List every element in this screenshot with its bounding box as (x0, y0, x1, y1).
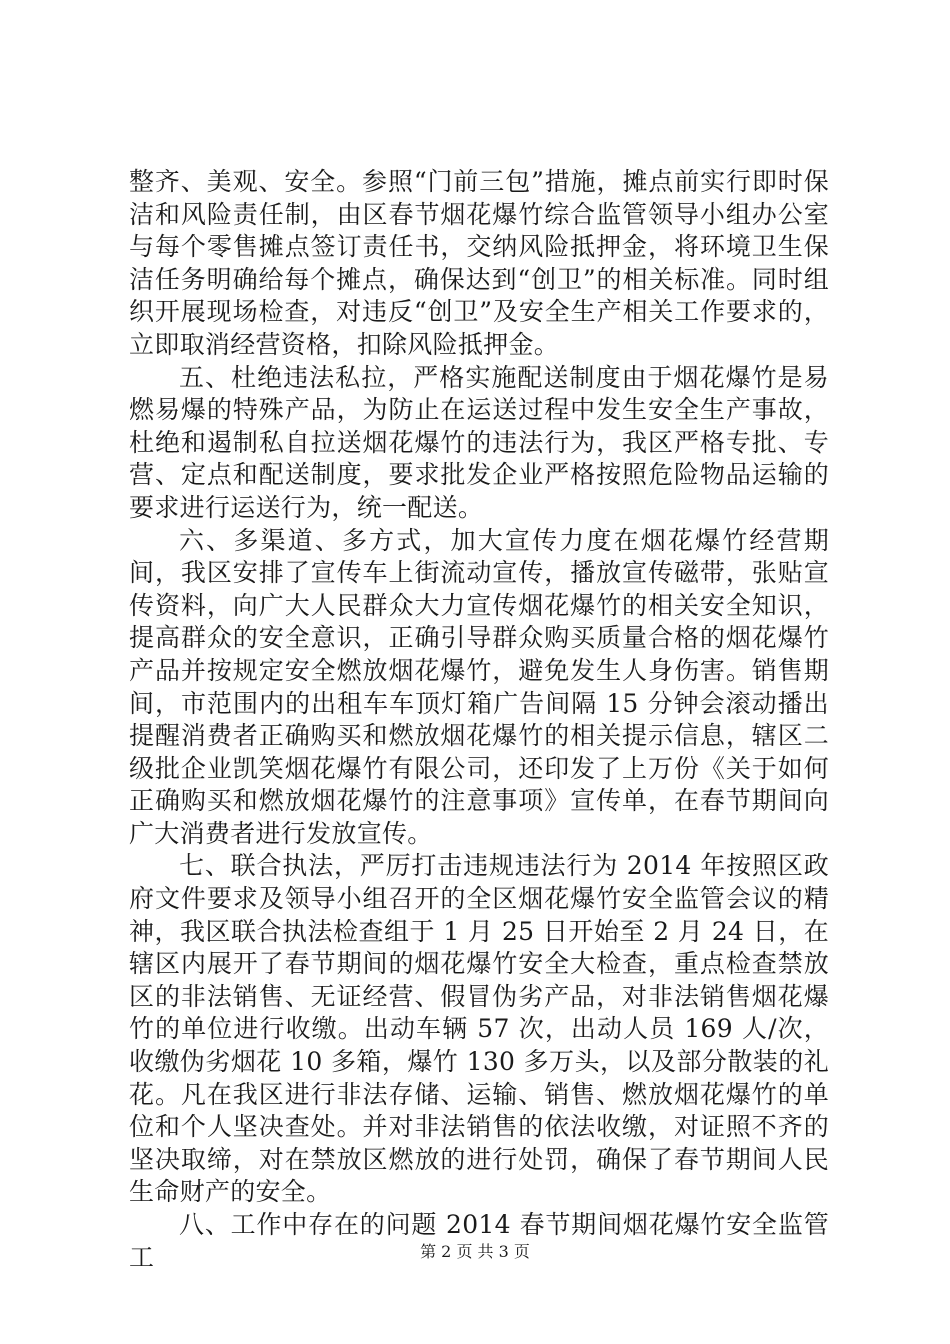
page-footer (0, 1242, 950, 1262)
paragraph-continuation: 整齐、美观、安全。参照“门前三包”措施，摊点前实行即时保洁和风险责任制，由区春节烟花爆竹综合监管领导小组办公室与每个零售摊点签订责任书，交纳风险抵押金，将环境卫生保洁任务明确给每个摊点，确保达到“创卫”的相关标准。同时组织开展现场检查，对违反“创卫”及安全生产相关工作要求的，立即取消经营资格，扣除风险抵押金。 (129, 167, 829, 359)
paragraph-section-6: 六、多渠道、多方式，加大宣传力度在烟花爆竹经营期间，我区安排了宣传车上街流动宣传，播放宣传磁带，张贴宣传资料，向广大人民群众大力宣传烟花爆竹的相关安全知识，提高群众的安全意识，正确引导群众购买质量合格的烟花爆竹产品并按规定安全燃放烟花爆竹，避免发生人身伤害。销售期间，市范围内的出租车车顶灯箱广告间隔 15 分钟会滚动播出提醒消费者正确购买和燃放烟花爆竹的相关提示信息，辖区二级批企业凯笑烟花爆竹有限公司，还印发了上万份《关于如何正确购买和燃放烟花爆竹的注意事项》宣传单，在春节期间向广大消费者进行发放宣传。 (129, 525, 829, 848)
paragraph-section-7: 七、联合执法，严厉打击违规违法行为 2014 年按照区政府文件要求及领导小组召开的全区烟花爆竹安全监管会议的精神，我区联合执法检查组于 1 月 25 日开始至 2 月 24 日，在辖区内展开了春节期间的烟花爆竹安全大检查，重点检查禁放区的非法销售、无证经营、假冒伪劣产品，对非法销售烟花爆竹的单位进行收缴。出动车辆 57 次，出动人员 169 人/次，收缴伪劣烟花 10 多箱，爆竹 130 多万头，以及部分散装的礼花。凡在我区进行非法存储、运输、销售、燃放烟花爆竹的单位和个人坚决查处。并对非法销售的依法收缴，对证照不齐的坚决取缔，对在禁放区燃放的进行处罚，确保了春节期间人民生命财产的安全。 (129, 851, 829, 1207)
page-number: 第 2 页 共 3 页 (420, 1242, 530, 1261)
document-body (129, 166, 829, 1274)
paragraph-section-8: 八、工作中存在的问题 2014 春节期间烟花爆竹安全监管工 (129, 1210, 829, 1272)
paragraph-section-5: 五、杜绝违法私拉，严格实施配送制度由于烟花爆竹是易燃易爆的特殊产品，为防止在运送过程中发生安全生产事故，杜绝和遏制私自拉送烟花爆竹的违法行为，我区严格专批、专营、定点和配送制度，要求批发企业严格按照危险物品运输的要求进行运送行为，统一配送。 (129, 362, 829, 522)
